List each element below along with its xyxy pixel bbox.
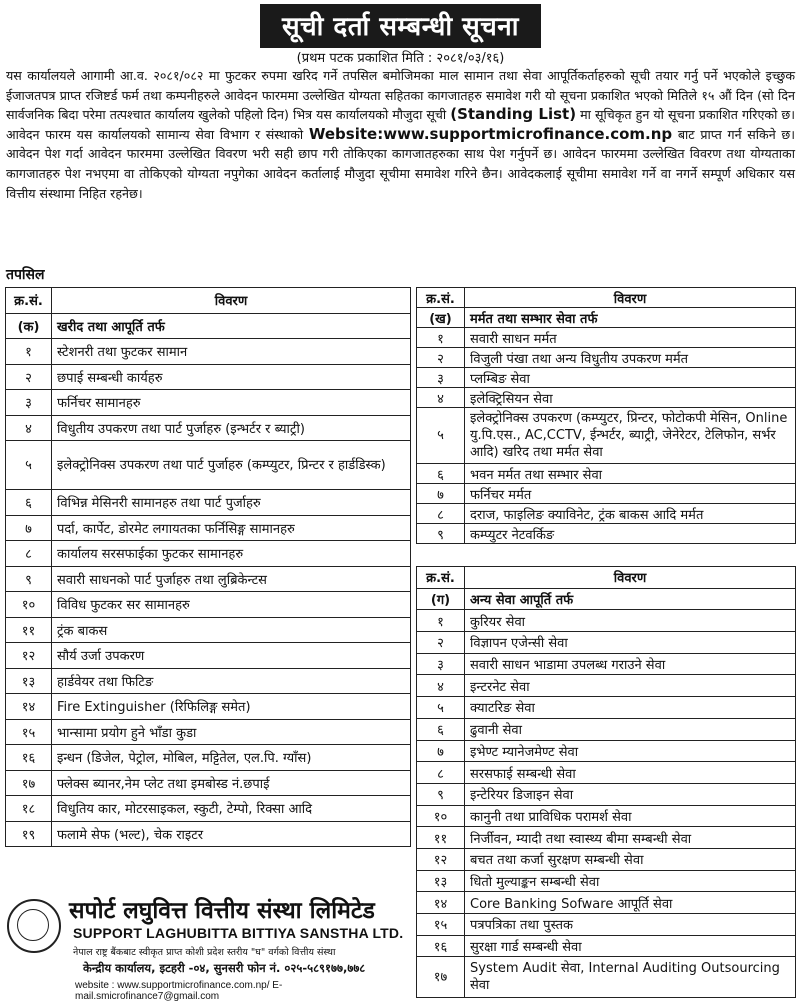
row-description: धितो मुल्याङ्कन सम्बन्धी सेवा — [465, 870, 796, 892]
table-row — [6, 490, 411, 516]
row-description: सवारी साधन भाडामा उपलब्ध गराउने सेवा — [465, 653, 796, 675]
table-purchase-supply — [5, 287, 411, 847]
organization-name-english: SUPPORT LAGHUBITTA BITTIYA SANSTHA LTD. — [73, 925, 404, 941]
row-description: कार्यालय सरसफाईका फुटकर सामानहरु — [52, 541, 411, 567]
row-description: इलेक्ट्रिसियन सेवा — [465, 388, 796, 408]
row-number: ५ — [417, 408, 465, 464]
row-description: फलामे सेफ (भल्ट), चेक राइटर — [52, 821, 411, 847]
table-row — [6, 719, 411, 745]
schedule-label: तपसिल — [6, 267, 45, 283]
col-desc-header: विवरण — [52, 288, 411, 314]
row-number: ५ — [6, 441, 52, 490]
row-number: १३ — [417, 870, 465, 892]
row-number: ११ — [417, 827, 465, 849]
col-desc-header: विवरण — [465, 288, 796, 308]
table-row — [417, 632, 796, 654]
table-row — [6, 643, 411, 669]
row-number: १७ — [417, 957, 465, 998]
row-description: विधुतिय कार, मोटरसाइकल, स्कुटी, टेम्पो, रिक्सा आदि — [52, 796, 411, 822]
row-number: १७ — [6, 770, 52, 796]
row-description: कम्प्युटर नेटवर्किङ — [465, 524, 796, 544]
row-description: बचत तथा कर्जा सुरक्षण सम्बन्धी सेवा — [465, 848, 796, 870]
row-number: १६ — [417, 935, 465, 957]
table-row — [6, 566, 411, 592]
table-row — [6, 745, 411, 771]
website-link[interactable]: Website:www.supportmicrofinance.com.np — [308, 124, 673, 143]
table-row — [6, 592, 411, 618]
col-desc-header: विवरण — [465, 567, 796, 589]
table-row — [6, 339, 411, 365]
table-row — [417, 957, 796, 998]
table-row — [6, 770, 411, 796]
table-row — [417, 368, 796, 388]
intro-text-1: यस कार्यालयले आगामी आ.व. २०८१/०८२ मा फुटकर रुपमा खरिद गर्ने तपसिल बमोजिमका माल सामान तथा सेवा आपूर्तिकर्ताहरुको सूची तयार गर्नु पर्ने भएकोले इच्छुक ईजाजतपत्र प्राप्त रजिष्टर्ड फर्म तथा कम्पनीहरुले आवेदन फारममा उल्लेखित योग्यता सहितका कागजातहरु समावेश गरी यो सूचना प्रकाशित भएको मितिले १५ औं दिन (सो दिन सार्वजनिक बिदा परेमा तत्पश्चात कार्यालय खुलेको पहिलो दिन) भित्र यस कार्यालयको मौजुदा सूची — [6, 68, 795, 123]
table-row — [6, 694, 411, 720]
row-number: ३ — [6, 390, 52, 416]
row-description: Fire Extinguisher (रिफिलिङ्ग समेत) — [52, 694, 411, 720]
row-number: ६ — [6, 490, 52, 516]
row-description: इन्धन (डिजेल, पेट्रोल, मोबिल, मट्टितेल, एल.पि. ग्याँस) — [52, 745, 411, 771]
section-num: (क) — [6, 313, 52, 339]
row-number: १० — [6, 592, 52, 618]
table-row — [417, 892, 796, 914]
organization-footer — [5, 885, 411, 1002]
intro-paragraph — [6, 66, 795, 203]
row-number: १८ — [6, 796, 52, 822]
table-row — [6, 617, 411, 643]
row-number: २ — [417, 348, 465, 368]
row-description: फर्निचर मर्मत — [465, 484, 796, 504]
table-row — [417, 328, 796, 348]
row-description: इभेण्ट म्यानेजमेण्ट सेवा — [465, 740, 796, 762]
organization-logo-icon — [7, 899, 61, 953]
section-num: (ग) — [417, 588, 465, 610]
row-description: कुरियर सेवा — [465, 610, 796, 632]
row-number: ११ — [6, 617, 52, 643]
row-description: छपाई सम्बन्धी कार्यहरु — [52, 364, 411, 390]
table-row — [417, 783, 796, 805]
table-row — [6, 364, 411, 390]
table-row — [417, 805, 796, 827]
row-description: हार्डवेयर तथा फिटिङ — [52, 668, 411, 694]
publication-date: (प्रथम पटक प्रकाशित मिति : २०८१/०३/१६) — [296, 51, 505, 66]
row-description: सौर्य उर्जा उपकरण — [52, 643, 411, 669]
table-row — [6, 515, 411, 541]
row-description: दराज, फाइलिङ क्याविनेट, ट्रंक बाकस आदि मर्मत — [465, 504, 796, 524]
table-row — [6, 821, 411, 847]
row-number: ९ — [6, 566, 52, 592]
row-number: ५ — [417, 697, 465, 719]
row-description: विज्ञापन एजेन्सी सेवा — [465, 632, 796, 654]
table-row — [417, 653, 796, 675]
table-repair-maintenance — [416, 287, 796, 544]
row-description: विधुतीय उपकरण तथा पार्ट पुर्जाहरु (इन्भर्टर र ब्याट्री) — [52, 415, 411, 441]
row-number: १२ — [6, 643, 52, 669]
row-description: ट्रंक बाकस — [52, 617, 411, 643]
section-title: खरीद तथा आपूर्ति तर्फ — [52, 313, 411, 339]
col-sn-header: क्र.सं. — [417, 567, 465, 589]
row-number: ७ — [417, 484, 465, 504]
row-number: १० — [417, 805, 465, 827]
row-number: ९ — [417, 524, 465, 544]
row-number: ४ — [6, 415, 52, 441]
row-number: ८ — [6, 541, 52, 567]
table-row — [417, 408, 796, 464]
table-header — [417, 567, 796, 589]
row-number: २ — [417, 632, 465, 654]
standing-list-term: (Standing List) — [450, 105, 577, 124]
row-description: सुरक्षा गार्ड सम्बन्धी सेवा — [465, 935, 796, 957]
row-number: ४ — [417, 675, 465, 697]
section-title: अन्य सेवा आपूर्ति तर्फ — [465, 588, 796, 610]
row-description: कानुनी तथा प्राविधिक परामर्श सेवा — [465, 805, 796, 827]
table-row — [6, 668, 411, 694]
row-number: १५ — [6, 719, 52, 745]
row-description: भान्सामा प्रयोग हुने भाँडा कुडा — [52, 719, 411, 745]
row-description: विजुली पंखा तथा अन्य विधुतीय उपकरण मर्मत — [465, 348, 796, 368]
table-row — [6, 415, 411, 441]
row-number: १९ — [6, 821, 52, 847]
row-description: स्टेशनरी तथा फुटकर सामान — [52, 339, 411, 365]
table-row — [417, 524, 796, 544]
organization-contact[interactable]: website : www.supportmicrofinance.com.np/ E-mail.smicrofinance7@gmail.com — [75, 980, 283, 1002]
section-row — [6, 313, 411, 339]
row-number: ४ — [417, 388, 465, 408]
organization-name-nepali: सपोर्ट लघुवित्त वित्तीय संस्था लिमिटेड — [69, 898, 375, 924]
organization-address: केन्द्रीय कार्यालय, इटहरी -०४, सुनसरी फोन नं. ०२५-५८९१७७,७७८ — [83, 961, 366, 975]
row-description: इलेक्ट्रोनिक्स उपकरण तथा पार्ट पुर्जाहरु (कम्प्युटर, प्रिन्टर र हार्डडिस्क) — [52, 441, 411, 490]
table-row — [6, 441, 411, 490]
table-row — [417, 935, 796, 957]
row-description: निर्जीवन, म्यादी तथा स्वास्थ्य बीमा सम्बन्धी सेवा — [465, 827, 796, 849]
table-row — [417, 848, 796, 870]
row-number: १४ — [6, 694, 52, 720]
table-row — [417, 388, 796, 408]
table-row — [417, 914, 796, 936]
section-title: मर्मत तथा सम्भार सेवा तर्फ — [465, 308, 796, 328]
row-description: इलेक्ट्रोनिक्स उपकरण (कम्प्युटर, प्रिन्टर, फोटोकपी मेसिन, Online यु.पि.एस., AC,CCTV, ईन्भर्टर, ब्याट्री, जेनेरेटर, टेलिफोन, सर्भर आदि) खरिद तथा मर्मत सेवा — [465, 408, 796, 464]
row-description: सवारी साधनको पार्ट पुर्जाहरु तथा लुब्रिकेन्टस — [52, 566, 411, 592]
notice-title-wrap — [0, 4, 801, 48]
row-number: ३ — [417, 653, 465, 675]
row-description: System Audit सेवा, Internal Auditing Outsourcing सेवा — [465, 957, 796, 998]
table-row — [417, 762, 796, 784]
col-sn-header: क्र.सं. — [6, 288, 52, 314]
row-description: फर्निचर सामानहरु — [52, 390, 411, 416]
row-number: ८ — [417, 504, 465, 524]
table-row — [417, 827, 796, 849]
row-number: १३ — [6, 668, 52, 694]
table-row — [417, 504, 796, 524]
row-description: विभिन्न मेसिनरी सामानहरु तथा पार्ट पुर्जाहरु — [52, 490, 411, 516]
row-description: सवारी साधन मर्मत — [465, 328, 796, 348]
table-row — [417, 348, 796, 368]
row-description: इन्टरनेट सेवा — [465, 675, 796, 697]
row-description: फ्लेक्स ब्यानर,नेम प्लेट तथा इमबोस्ड नं.छपाई — [52, 770, 411, 796]
row-number: १४ — [417, 892, 465, 914]
table-other-services — [416, 566, 796, 998]
intro-text-3: बाट प्राप्त गर्न सकिने छ। आवेदन पेश गर्दा आवेदन फारममा उल्लेखित विवरण भरी सही छाप गरी तोकिएका कागजातहरुका साथ पेश गर्नुपर्ने छ। आवेदन फारममा उल्लेखित विवरण तथा योग्यताका कागजातहरु पेश नभएमा वा तोकिएको योग्यता नपुगेका आवेदन कर्तालाई मौजुदा सूचीमा समावेश गरिने छैन। आवेदकलाई सूचीमा समावेश गर्ने वा नगर्ने सम्पूर्ण अधिकार यस वित्तीय संस्थामा निहित रहनेछ। — [6, 126, 795, 201]
row-description: सरसफाई सम्बन्धी सेवा — [465, 762, 796, 784]
row-description: विविध फुटकर सर सामानहरु — [52, 592, 411, 618]
table-row — [6, 541, 411, 567]
row-number: २ — [6, 364, 52, 390]
table-row — [417, 870, 796, 892]
row-description: भवन मर्मत तथा सम्भार सेवा — [465, 464, 796, 484]
row-number: ८ — [417, 762, 465, 784]
section-num: (ख) — [417, 308, 465, 328]
row-number: ७ — [6, 515, 52, 541]
row-description: Core Banking Sofware आपूर्ति सेवा — [465, 892, 796, 914]
row-description: ढुवानी सेवा — [465, 718, 796, 740]
section-row — [417, 308, 796, 328]
table-row — [417, 675, 796, 697]
row-number: ९ — [417, 783, 465, 805]
organization-tagline: नेपाल राष्ट्र बैंकबाट स्वीकृत प्राप्त कोशी प्रदेश स्तरीय "घ" वर्गको वित्तीय संस्था — [73, 947, 336, 958]
row-number: १ — [417, 610, 465, 632]
row-number: ७ — [417, 740, 465, 762]
table-row — [417, 697, 796, 719]
table-row — [417, 718, 796, 740]
row-number: ६ — [417, 464, 465, 484]
table-row — [417, 610, 796, 632]
section-row — [417, 588, 796, 610]
row-description: प्लम्बिङ सेवा — [465, 368, 796, 388]
table-header — [417, 288, 796, 308]
table-row — [417, 484, 796, 504]
row-description: पत्रपत्रिका तथा पुस्तक — [465, 914, 796, 936]
row-number: १६ — [6, 745, 52, 771]
row-description: पर्दा, कार्पेट, डोरमेट लगायतका फर्निसिङ्ग सामानहरु — [52, 515, 411, 541]
table-row — [6, 390, 411, 416]
row-number: १ — [6, 339, 52, 365]
row-number: १५ — [417, 914, 465, 936]
row-number: ६ — [417, 718, 465, 740]
table-header — [6, 288, 411, 314]
row-number: ३ — [417, 368, 465, 388]
table-row — [417, 740, 796, 762]
intro-text-2: मा सूचिकृत हुन यो सूचना प्रकाशित गरिएको छ। आवेदन फारम यस कार्यालयको सामान्य सेवा विभाग र संस्थाको — [6, 107, 795, 142]
row-description: क्याटरिङ सेवा — [465, 697, 796, 719]
col-sn-header: क्र.सं. — [417, 288, 465, 308]
table-row — [6, 796, 411, 822]
table-row — [417, 464, 796, 484]
row-description: इन्टेरियर डिजाइन सेवा — [465, 783, 796, 805]
notice-title: सूची दर्ता सम्बन्धी सूचना — [260, 4, 541, 48]
row-number: १ — [417, 328, 465, 348]
row-number: १२ — [417, 848, 465, 870]
